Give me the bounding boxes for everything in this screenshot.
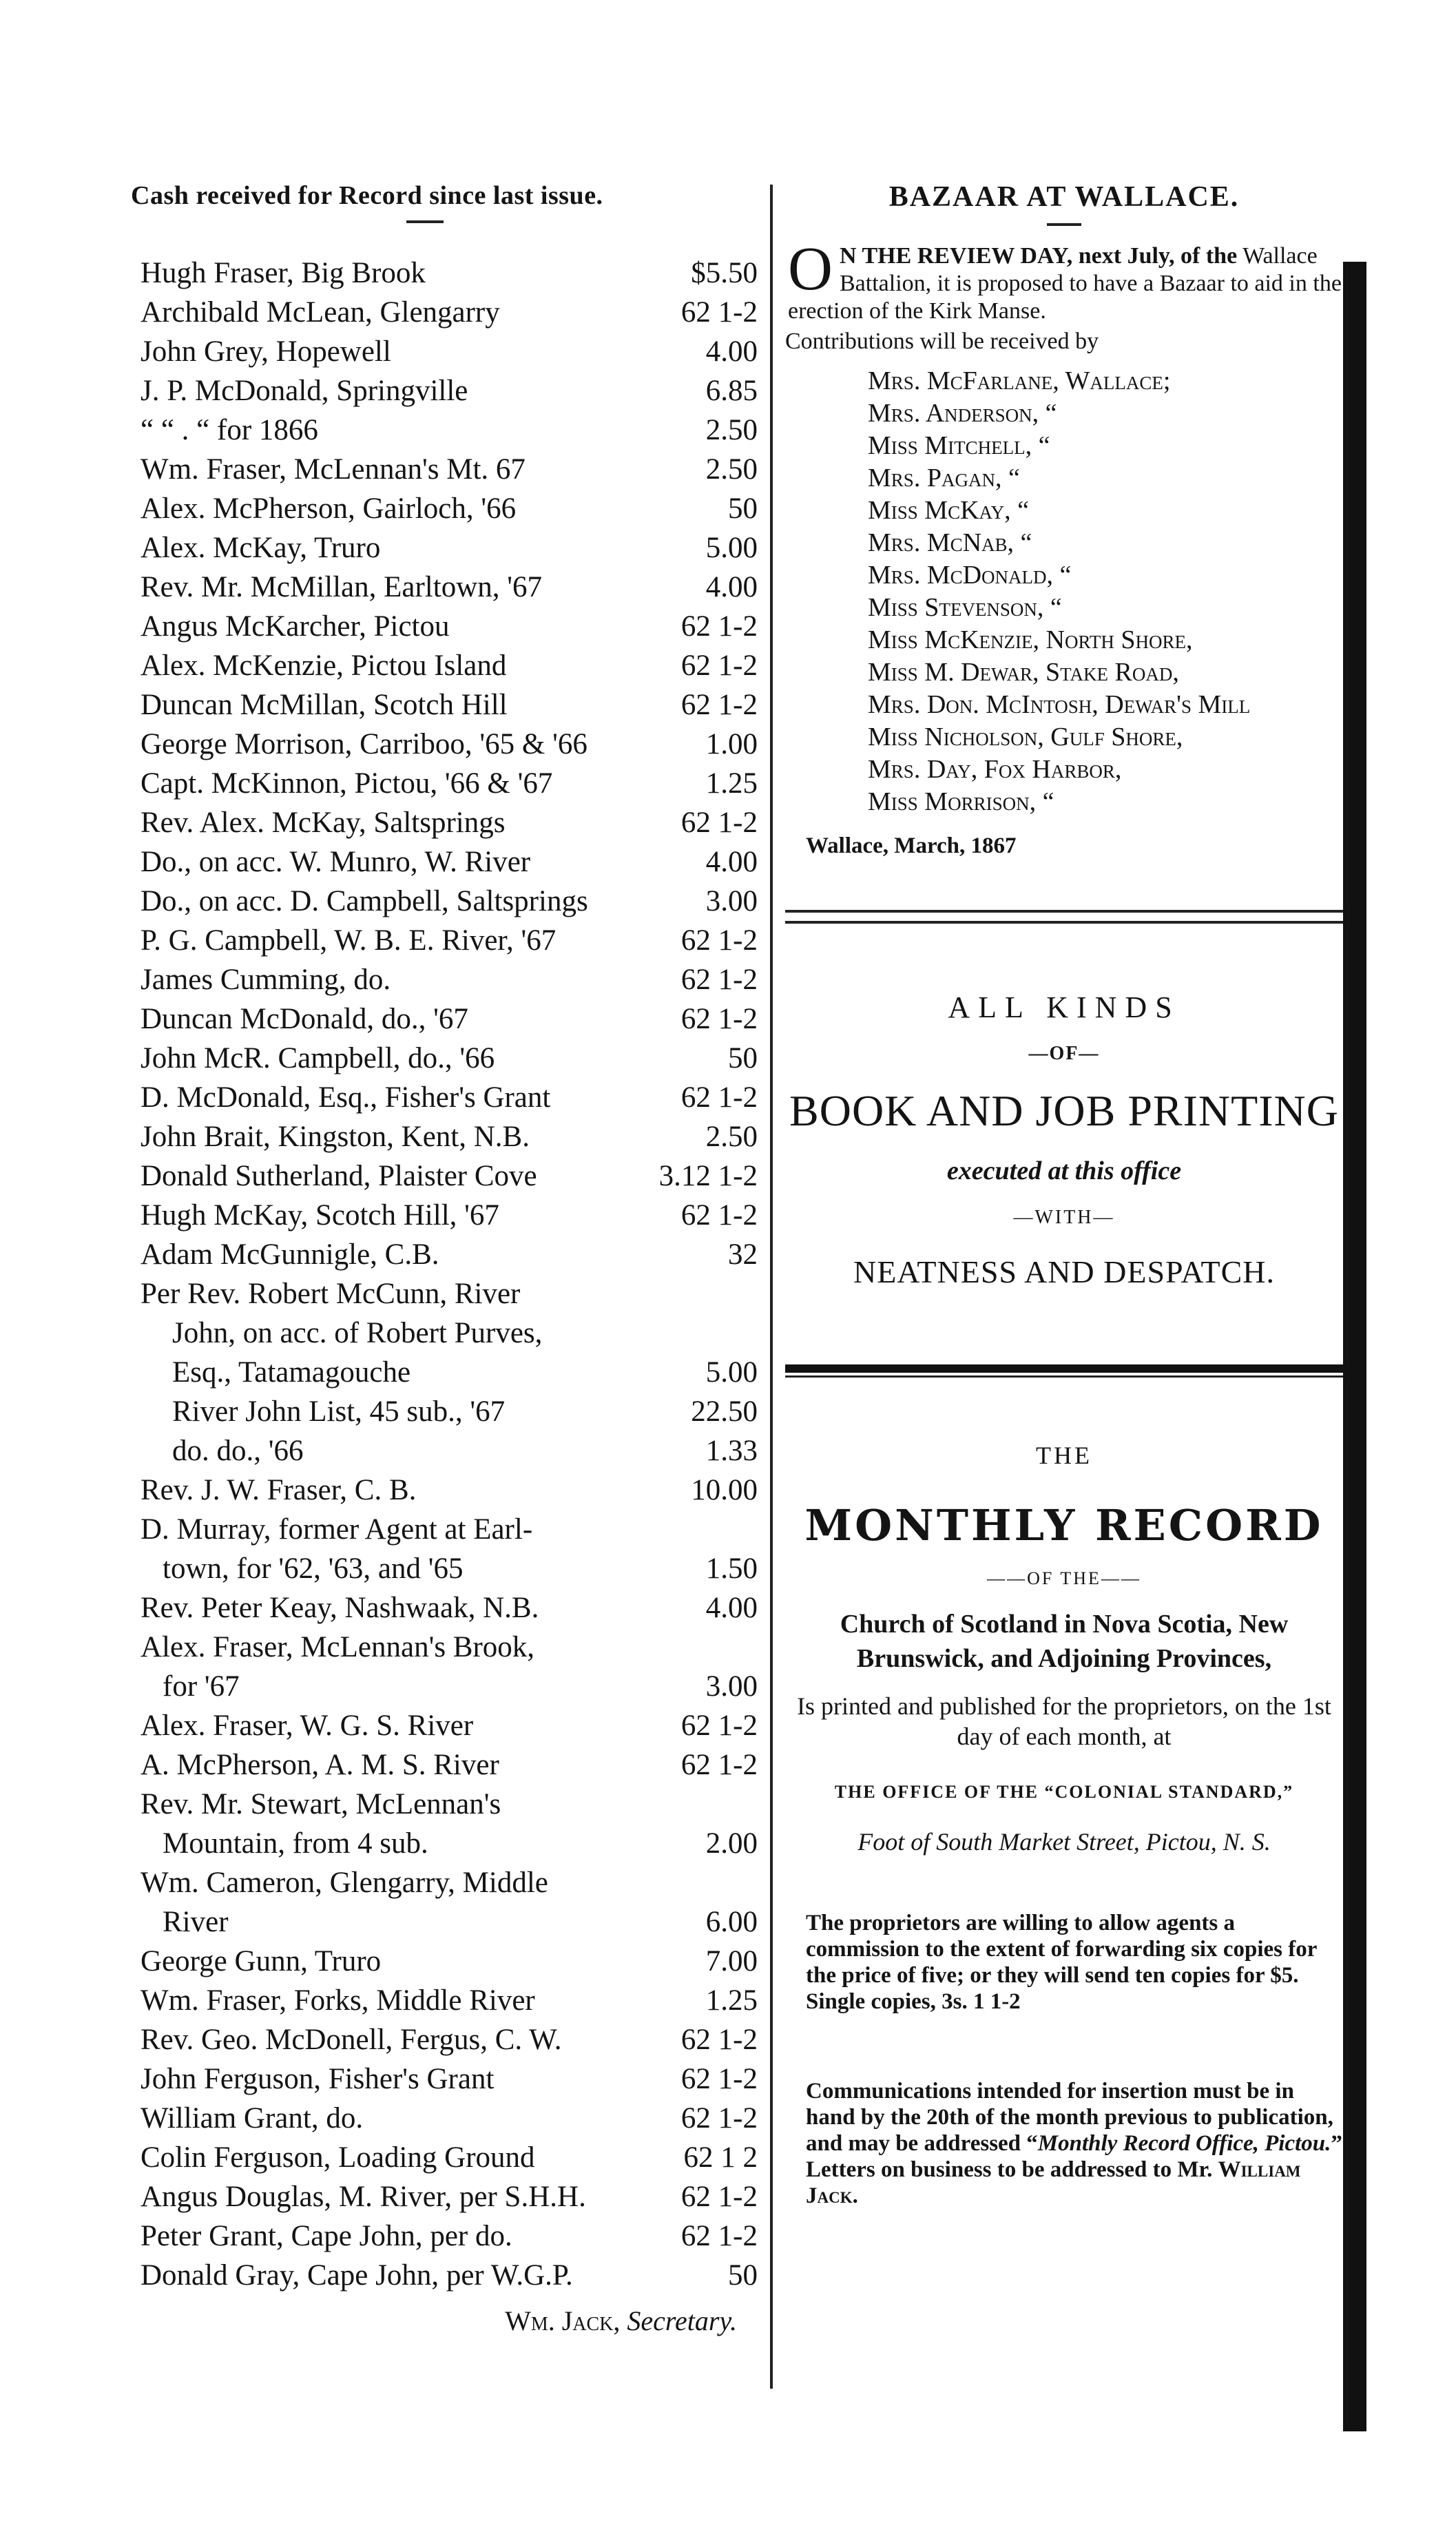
- record-of-the: ——OF THE——: [987, 1568, 1141, 1588]
- bazaar-intro: [788, 235, 1343, 325]
- receipt-name: Archibald McLean, Glengarry: [141, 296, 500, 329]
- receipt-amount: 62 1-2: [680, 689, 758, 721]
- receipt-amount: 62 1-2: [680, 2181, 758, 2213]
- receipt-name: George Gunn, Truro: [141, 1945, 382, 1977]
- contributor-name: Mrs. Day, Fox Harbor,: [868, 755, 1122, 784]
- receipt-name: Hugh Fraser, Big Brook: [141, 257, 426, 289]
- receipt-entry: [124, 1117, 758, 1156]
- comms-text: Communications intended for insertion must be in hand by the 20th of the month previous to publication, and may be addressed “: [806, 2079, 1333, 2156]
- comms-address: Monthly Record Office, Pictou.: [1037, 2131, 1331, 2156]
- contributor-name: Miss Stevenson, “: [868, 593, 1062, 622]
- receipt-amount: 62 1-2: [680, 1003, 758, 1035]
- receipt-amount: 62 1-2: [680, 2024, 758, 2056]
- receipt-amount: 1.33: [705, 1435, 758, 1467]
- receipt-entry: [124, 2059, 758, 2099]
- section-rule: [785, 910, 1343, 924]
- secretary-signature: [124, 2305, 758, 2337]
- receipt-amount: 50: [728, 492, 758, 525]
- receipt-entry: [124, 1471, 758, 1510]
- record-the: THE: [1036, 1442, 1092, 1469]
- bazaar-intro-line1: N THE REVIEW DAY, next July, of the: [840, 243, 1238, 269]
- printing-title: ALL KINDS: [948, 990, 1181, 1024]
- receipt-entry: [124, 2099, 758, 2138]
- contributions-line: Contributions will be received by: [785, 329, 1099, 354]
- receipt-entry: [124, 1313, 758, 1353]
- receipt-name: River: [163, 1906, 229, 1938]
- bazaar-rule: [1047, 223, 1081, 226]
- receipt-entry: [124, 489, 758, 528]
- receipt-entry: [124, 1942, 758, 1981]
- receipt-name: Alex. McKenzie, Pictou Island: [141, 650, 507, 682]
- receipt-name: Capt. McKinnon, Pictou, '66 & '67: [141, 767, 553, 800]
- receipt-entry: [124, 1824, 758, 1863]
- receipt-name: Rev. J. W. Fraser, C. B.: [141, 1474, 417, 1506]
- receipt-name: town, for '62, '63, and '65: [163, 1552, 464, 1585]
- receipt-amount: 2.50: [705, 453, 758, 486]
- receipt-name: for '67: [163, 1670, 240, 1703]
- receipt-entry: [124, 2138, 758, 2177]
- receipt-amount: 62 1-2: [680, 924, 758, 957]
- receipt-name: “ “ . “ for 1866: [141, 414, 318, 446]
- receipt-amount: 32: [728, 1238, 758, 1271]
- page-edge-shadow: [1343, 262, 1366, 2431]
- receipt-entry: [124, 332, 758, 371]
- receipt-name: J. P. McDonald, Springville: [141, 375, 468, 407]
- receipt-amount: 1.50: [705, 1552, 758, 1585]
- receipt-amount: 50: [728, 2259, 758, 2292]
- receipt-name: Do., on acc. W. Munro, W. River: [141, 846, 531, 878]
- receipt-name: Rev. Peter Keay, Nashwaak, N.B.: [141, 1592, 539, 1624]
- receipt-name: John Grey, Hopewell: [141, 335, 391, 368]
- receipt-entry: [124, 2216, 758, 2256]
- record-terms: The proprietors are willing to allow agents a commission to the extent of forwarding six copies for the price of five; or they will send ten copies for $5. Single copies, 3s. 1 1-2: [806, 1911, 1317, 2014]
- printing-neatness: NEATNESS AND DESPATCH.: [853, 1254, 1276, 1289]
- receipt-name: D. Murray, former Agent at Earl-: [141, 1513, 533, 1546]
- receipt-name: Donald Sutherland, Plaister Cove: [141, 1160, 537, 1192]
- receipt-entry: [124, 2256, 758, 2295]
- receipt-name: Wm. Cameron, Glengarry, Middle: [141, 1867, 548, 1899]
- receipt-entry: [124, 253, 758, 293]
- contributor-name: Miss Mitchell, “: [868, 431, 1050, 460]
- receipt-name: Alex. Fraser, W. G. S. River: [141, 1710, 474, 1742]
- receipt-name: John, on acc. of Robert Purves,: [172, 1317, 543, 1349]
- receipt-entry: [124, 1039, 758, 1078]
- receipt-amount: 62 1-2: [680, 2063, 758, 2095]
- receipt-entry: [124, 646, 758, 685]
- contributor-name: Miss Nicholson, Gulf Shore,: [868, 723, 1183, 751]
- receipt-amount: 2.00: [705, 1827, 758, 1860]
- receipt-entry: [124, 371, 758, 411]
- receipt-name: Duncan McMillan, Scotch Hill: [141, 689, 508, 721]
- receipt-amount: 4.00: [705, 335, 758, 368]
- column-divider: [770, 185, 773, 2389]
- receipt-name: George Morrison, Carriboo, '65 & '66: [141, 728, 587, 760]
- thin-rule: [785, 1375, 1343, 1378]
- contributor-name: Miss Morrison, “: [868, 787, 1054, 816]
- bazaar-intro-rest: Wallace Battalion, it is proposed to have a Bazaar to aid in the erection of the Kirk Manse.: [788, 243, 1342, 324]
- receipt-entry: [124, 764, 758, 803]
- receipt-name: River John List, 45 sub., '67: [172, 1395, 506, 1428]
- receipt-name: Angus McKarcher, Pictou: [141, 610, 450, 643]
- receipt-name: Hugh McKay, Scotch Hill, '67: [141, 1199, 499, 1232]
- printing-of: —OF—: [1028, 1043, 1100, 1064]
- receipt-name: Donald Gray, Cape John, per W.G.P.: [141, 2259, 573, 2292]
- receipt-amount: 62 1-2: [680, 1081, 758, 1114]
- contributor-name: Miss McKenzie, North Shore,: [868, 625, 1193, 654]
- receipt-amount: 3.12 1-2: [658, 1160, 758, 1192]
- cash-received-heading: Cash received for Record since last issue.: [131, 181, 603, 210]
- receipt-amount: 5.00: [705, 1356, 758, 1389]
- receipt-entry: [124, 921, 758, 960]
- receipt-amount: 2.50: [705, 414, 758, 446]
- receipt-entry: [124, 1078, 758, 1117]
- receipt-name: do. do., '66: [172, 1435, 304, 1467]
- drop-cap: O: [788, 235, 833, 303]
- receipt-amount: 2.50: [705, 1121, 758, 1153]
- receipt-name: John Ferguson, Fisher's Grant: [141, 2063, 495, 2095]
- receipt-name: Per Rev. Robert McCunn, River: [141, 1278, 521, 1310]
- receipt-amount: 62 1-2: [680, 964, 758, 996]
- receipt-name: John McR. Campbell, do., '66: [141, 1042, 495, 1074]
- receipt-entry: [124, 1353, 758, 1392]
- receipt-amount: 1.25: [705, 1984, 758, 2017]
- heading-rule: [406, 220, 444, 223]
- receipt-entry: [124, 528, 758, 568]
- contributor-name: Mrs. McDonald, “: [868, 561, 1072, 590]
- receipt-amount: 4.00: [705, 1592, 758, 1624]
- receipt-amount: 6.85: [705, 375, 758, 407]
- receipt-name: Duncan McDonald, do., '67: [141, 1003, 468, 1035]
- receipt-amount: 62 1-2: [680, 2220, 758, 2252]
- receipt-name: Alex. McKay, Truro: [141, 532, 381, 564]
- receipt-amount: 4.00: [705, 571, 758, 603]
- contributor-name: Mrs. Don. McIntosh, Dewar's Mill: [868, 690, 1251, 719]
- receipt-amount: 62 1-2: [680, 807, 758, 839]
- heavy-rule: [785, 1364, 1343, 1373]
- receipt-entry: [124, 1274, 758, 1313]
- receipt-entry: [124, 725, 758, 764]
- receipt-entry: [124, 1745, 758, 1785]
- receipt-name: D. McDonald, Esq., Fisher's Grant: [141, 1081, 551, 1114]
- receipt-amount: 62 1-2: [680, 2102, 758, 2135]
- printing-with: —WITH—: [1013, 1207, 1115, 1228]
- advertisement-column: [785, 180, 1343, 2209]
- receipt-name: A. McPherson, A. M. S. River: [141, 1749, 499, 1781]
- contributor-name: Mrs. Anderson, “: [868, 399, 1057, 428]
- record-church: Church of Scotland in Nova Scotia, New Brunswick, and Adjoining Provinces,: [840, 1610, 1289, 1673]
- receipt-entry: [124, 1785, 758, 1824]
- record-title: MONTHLY RECORD: [804, 1500, 1324, 1550]
- receipt-entry: [124, 1863, 758, 1902]
- contributor-name: Mrs. McFarlane, Wallace;: [868, 366, 1171, 395]
- receipt-amount: $5.50: [691, 257, 758, 289]
- receipt-entry: [124, 1549, 758, 1588]
- receipt-amount: 62 1-2: [680, 296, 758, 329]
- receipt-name: John Brait, Kingston, Kent, N.B.: [141, 1121, 530, 1153]
- receipt-name: Colin Ferguson, Loading Ground: [141, 2141, 535, 2174]
- receipt-name: Alex. Fraser, McLennan's Brook,: [141, 1631, 535, 1663]
- signature-title: Secretary.: [627, 2305, 737, 2336]
- receipt-entry: [124, 1235, 758, 1274]
- contributor-name: Miss M. Dewar, Stake Road,: [868, 658, 1179, 687]
- receipt-entry: [124, 1196, 758, 1235]
- receipt-entry: [124, 803, 758, 842]
- record-communications: [806, 2078, 1343, 2209]
- bazaar-title: BAZAAR AT WALLACE.: [888, 181, 1240, 213]
- receipt-entry: [124, 450, 758, 489]
- signature-name: Wm. Jack,: [505, 2305, 621, 2336]
- receipt-name: James Cumming, do.: [141, 964, 391, 996]
- receipt-amount: 22.50: [691, 1395, 758, 1428]
- receipt-entry: [124, 1431, 758, 1471]
- receipt-amount: 62 1 2: [683, 2141, 758, 2174]
- receipt-entry: [124, 1628, 758, 1667]
- cash-received-column: [124, 180, 758, 2337]
- receipt-amount: 7.00: [705, 1945, 758, 1977]
- receipt-amount: 62 1-2: [680, 1749, 758, 1781]
- record-printed: Is printed and published for the proprietors, on the 1st day of each month, at: [797, 1692, 1331, 1750]
- receipt-entry: [124, 882, 758, 921]
- receipt-entry: [124, 2177, 758, 2216]
- receipt-name: Mountain, from 4 sub.: [163, 1827, 428, 1860]
- receipt-name: Rev. Mr. Stewart, McLennan's: [141, 1788, 501, 1820]
- bazaar-dateline: Wallace, March, 1867: [806, 833, 1017, 858]
- receipt-name: Peter Grant, Cape John, per do.: [141, 2220, 512, 2252]
- receipt-entry: [124, 1981, 758, 2020]
- receipt-name: Wm. Fraser, Forks, Middle River: [141, 1984, 535, 2017]
- receipt-entry: [124, 293, 758, 332]
- receipt-name: Rev. Mr. McMillan, Earltown, '67: [141, 571, 542, 603]
- record-office: THE OFFICE OF THE “COLONIAL STANDARD,”: [834, 1782, 1294, 1802]
- contributor-name: Mrs. Pagan, “: [868, 464, 1020, 492]
- receipt-name: Rev. Alex. McKay, Saltsprings: [141, 807, 506, 839]
- receipt-amount: 62 1-2: [680, 1710, 758, 1742]
- receipt-entry: [124, 999, 758, 1039]
- receipt-entry: [124, 842, 758, 882]
- receipt-amount: 10.00: [691, 1474, 758, 1506]
- receipt-amount: 6.00: [705, 1906, 758, 1938]
- receipt-amount: 1.00: [705, 728, 758, 760]
- receipt-entry: [124, 1392, 758, 1431]
- receipt-amount: 3.00: [705, 1670, 758, 1703]
- receipt-amount: 62 1-2: [680, 1199, 758, 1232]
- receipt-name: Adam McGunnigle, C.B.: [141, 1238, 439, 1271]
- receipt-amount: 62 1-2: [680, 610, 758, 643]
- receipt-amount: 50: [728, 1042, 758, 1074]
- receipt-entry: [124, 685, 758, 725]
- cash-received-list: [124, 253, 758, 2295]
- printing-executed: executed at this office: [946, 1156, 1182, 1185]
- printing-headline: BOOK AND JOB PRINTING: [789, 1086, 1339, 1135]
- ladies-list: [868, 365, 1343, 818]
- receipt-amount: 62 1-2: [680, 650, 758, 682]
- receipt-entry: [124, 1706, 758, 1745]
- receipt-name: Alex. McPherson, Gairloch, '66: [141, 492, 517, 525]
- receipt-amount: 4.00: [705, 846, 758, 878]
- receipt-amount: 5.00: [705, 532, 758, 564]
- comms-name: William Jack.: [806, 2157, 1301, 2208]
- contributor-name: Miss McKay, “: [868, 496, 1029, 525]
- receipt-entry: [124, 1902, 758, 1942]
- receipt-name: Rev. Geo. McDonell, Fergus, C. W.: [141, 2024, 562, 2056]
- receipt-entry: [124, 1510, 758, 1549]
- receipt-name: Wm. Fraser, McLennan's Mt. 67: [141, 453, 526, 486]
- receipt-name: William Grant, do.: [141, 2102, 364, 2135]
- receipt-entry: [124, 411, 758, 450]
- receipt-entry: [124, 2020, 758, 2059]
- receipt-entry: [124, 960, 758, 999]
- receipt-amount: 1.25: [705, 767, 758, 800]
- receipt-name: Esq., Tatamagouche: [172, 1356, 411, 1389]
- record-address: Foot of South Market Street, Pictou, N. S.: [857, 1828, 1271, 1856]
- comms-mid: ” Letters on business to be addressed to Mr.: [806, 2131, 1342, 2182]
- receipt-name: Do., on acc. D. Campbell, Saltsprings: [141, 885, 588, 917]
- receipt-entry: [124, 1156, 758, 1196]
- receipt-amount: 3.00: [705, 885, 758, 917]
- receipt-entry: [124, 1667, 758, 1706]
- receipt-name: Angus Douglas, M. River, per S.H.H.: [141, 2181, 586, 2213]
- receipt-name: P. G. Campbell, W. B. E. River, '67: [141, 924, 557, 957]
- receipt-entry: [124, 607, 758, 646]
- receipt-entry: [124, 568, 758, 607]
- receipt-entry: [124, 1588, 758, 1628]
- contributor-name: Mrs. McNab, “: [868, 528, 1032, 557]
